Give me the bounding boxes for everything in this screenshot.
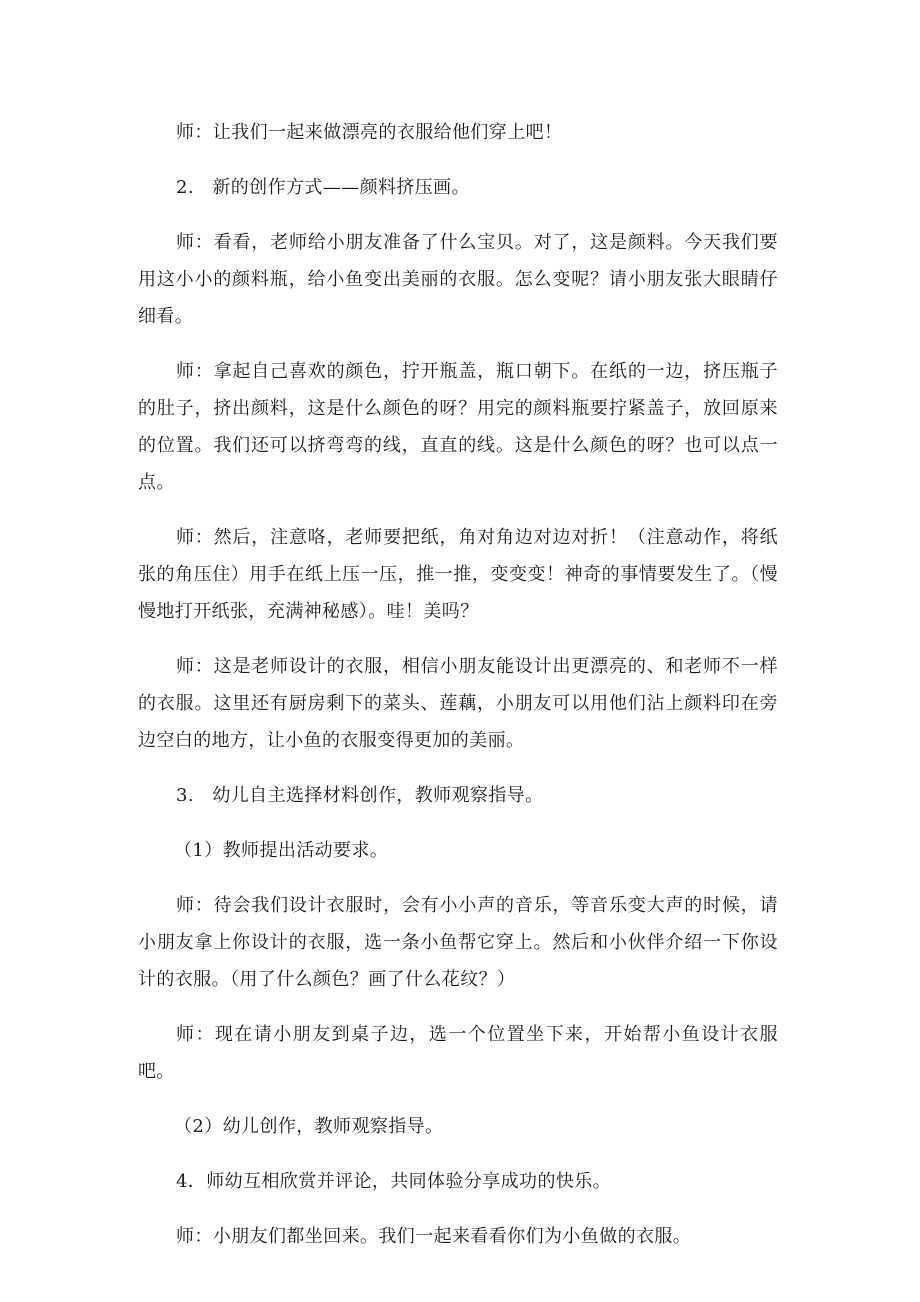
- section-heading-3: 3. 幼儿自主选择材料创作，教师观察指导。: [176, 785, 544, 806]
- paragraph-teacher-dress-fish: 师：让我们一起来做漂亮的衣服给他们穿上吧！: [176, 122, 563, 143]
- paragraph-teacher-design: 师：这是老师设计的衣服，相信小朋友能设计出更漂亮的、和老师不一样的衣服。这里还有厨房剩下的菜头、莲藕，小朋友可以用他们沾上颜料印在旁边空白的地方，让小鱼的衣服变得更加的美丽。: [138, 656, 778, 751]
- paragraph-teacher-paint-intro: 师：看看，老师给小朋友准备了什么宝贝。对了，这是颜料。今天我们要用这小小的颜料瓶，给小鱼变出美丽的衣服。怎么变呢？请小朋友张大眼睛仔细看。: [138, 232, 778, 327]
- subsection-heading-1: （1）教师提出活动要求。: [174, 840, 389, 861]
- paragraph-teacher-sit-down: 师：现在请小朋友到桌子边，选一个位置坐下来，开始帮小鱼设计衣服吧。: [138, 1024, 778, 1082]
- paragraph-teacher-come-back: 师：小朋友们都坐回来。我们一起来看看你们为小鱼做的衣服。: [176, 1226, 692, 1247]
- paragraph-teacher-music-rules: 师：待会我们设计衣服时，会有小小声的音乐，等音乐变大声的时候，请小朋友拿上你设计的衣服，选一条小鱼帮它穿上。然后和小伙伴介绍一下你设计的衣服。（用了什么颜色？画了什么花纹？）: [138, 895, 778, 990]
- subsection-heading-2: （2）幼儿创作，教师观察指导。: [174, 1116, 444, 1137]
- document-body: [138, 114, 778, 1255]
- section-heading-4: 4．师幼互相欣赏并评论，共同体验分享成功的快乐。: [176, 1171, 612, 1192]
- section-heading-2: 2. 新的创作方式——颜料挤压画。: [176, 177, 470, 198]
- paragraph-teacher-squeeze-paint: 师：拿起自己喜欢的颜色，拧开瓶盖，瓶口朝下。在纸的一边，挤压瓶子的肚子，挤出颜料，这是什么颜色的呀？用完的颜料瓶要拧紧盖子，放回原来的位置。我们还可以挤弯弯的线，直直的线。这是什么颜色的呀？也可以点一点。: [138, 361, 778, 493]
- paragraph-teacher-fold-paper: 师：然后，注意咯，老师要把纸，角对角边对边对折！（注意动作，将纸张的角压住）用手在纸上压一压，推一推，变变变！神奇的事情要发生了。（慢慢地打开纸张，充满神秘感）。哇！美吗？: [138, 527, 778, 622]
